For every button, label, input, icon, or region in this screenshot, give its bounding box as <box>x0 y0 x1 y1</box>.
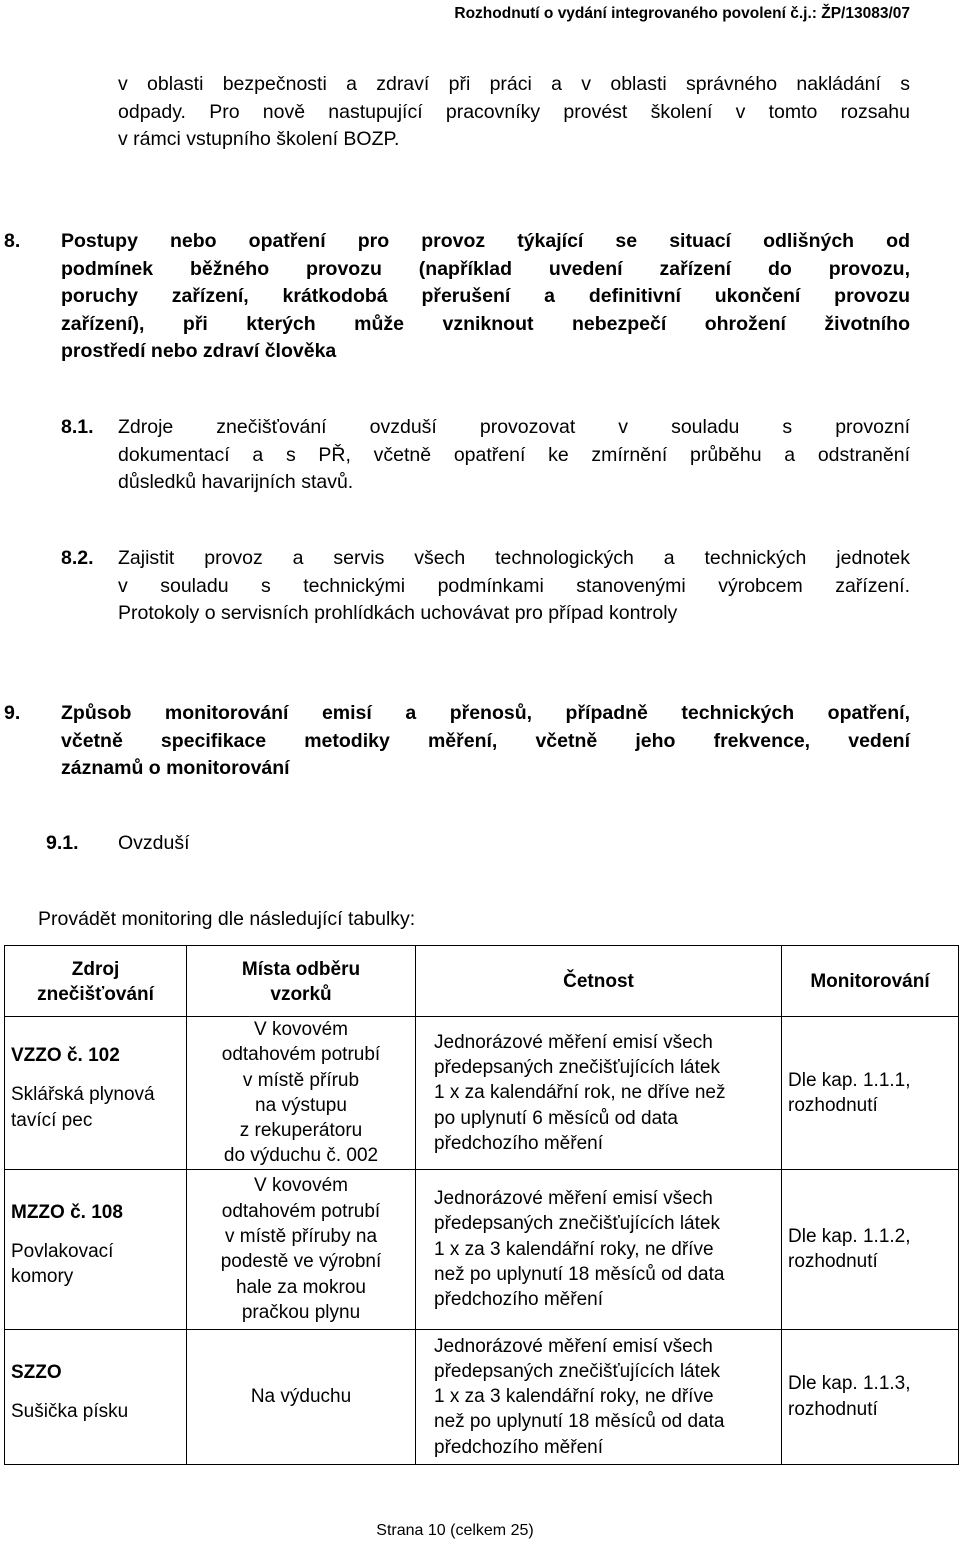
section-8-number: 8. <box>4 230 21 252</box>
section-8-title-line: poruchy zařízení, krátkodobá přerušení a definitivní ukončení provozu <box>61 285 910 307</box>
section-9-title-line: Způsob monitorování emisí a přenosů, případně technických opatření, <box>61 702 910 724</box>
frequency-line: předepsaných znečišťujících látek <box>434 1213 720 1235</box>
header-place-line: vzorků <box>270 984 332 1005</box>
place-line: V kovovém <box>254 1019 348 1040</box>
section-8-title-line: prostředí nebo zdraví člověka <box>61 340 337 362</box>
source-code: VZZO č. 102 <box>11 1045 120 1066</box>
table-row <box>5 1169 959 1329</box>
section-8-title <box>61 228 910 366</box>
monitoring-line: Dle kap. 1.1.1, <box>788 1069 911 1091</box>
item-8-1-line: důsledků havarijních stavů. <box>118 471 354 493</box>
source-name <box>11 1239 180 1290</box>
intro-line: odpady. Pro nově nastupující pracovníky provést školení v tomto rozsahu <box>118 100 910 123</box>
place-line: V kovovém <box>254 1175 348 1197</box>
frequency-line: po uplynutí 6 měsíců od data <box>434 1107 678 1129</box>
place-line: podestě ve výrobní <box>220 1251 382 1273</box>
item-8-2-number: 8.2. <box>61 547 94 569</box>
item-8-1-line: dokumentací a s PŘ, včetně opatření ke zmírnění průběhu a odstranění <box>118 443 910 466</box>
frequency-line: než po uplynutí 18 měsíců od data <box>434 1411 725 1433</box>
frequency-line: předepsaných znečišťujících látek <box>434 1056 720 1078</box>
source-code: MZZO č. 108 <box>11 1201 123 1223</box>
place-line: v místě přírub <box>242 1069 360 1091</box>
table-intro: Provádět monitoring dle následující tabulky: <box>38 908 416 930</box>
source-cell <box>5 1017 187 1170</box>
section-8-title-line: Postupy nebo opatření pro provoz týkající se situací odlišných od <box>61 230 910 252</box>
header-source-line: znečišťování <box>37 984 154 1005</box>
document-reference-header: Rozhodnutí o vydání integrovaného povolení č.j.: ŽP/13083/07 <box>454 5 910 22</box>
item-8-1-number: 8.1. <box>61 416 94 438</box>
frequency-cell <box>416 1017 782 1170</box>
source-cell <box>5 1329 187 1464</box>
source-name-line: Sušička písku <box>11 1401 129 1423</box>
item-8-1-text <box>118 414 910 497</box>
frequency-cell <box>416 1169 782 1329</box>
place-line: Na výduchu <box>250 1386 352 1408</box>
frequency-line: 1 x za 3 kalendářní roky, ne dříve <box>434 1386 714 1408</box>
place-line: odtahovém potrubí <box>221 1044 381 1066</box>
place-line: do výduchu č. 002 <box>223 1145 379 1167</box>
frequency-line: 1 x za kalendářní rok, ne dříve než <box>434 1082 726 1104</box>
header-source-line: Zdroj <box>71 958 120 980</box>
monitoring-table <box>4 945 959 1465</box>
section-9-title <box>61 700 910 783</box>
place-cell <box>187 1329 416 1464</box>
frequency-line: předchozího měření <box>434 1289 603 1311</box>
header-frequency: Četnost <box>416 946 782 1017</box>
item-8-2-line: Protokoly o servisních prohlídkách uchovávat pro případ kontroly <box>118 602 678 624</box>
source-name-line: tavící pec <box>11 1109 93 1131</box>
intro-line: v rámci vstupního školení BOZP. <box>118 128 400 150</box>
source-name <box>11 1399 180 1424</box>
place-line: z rekuperátoru <box>239 1120 363 1142</box>
item-8-2-text <box>118 545 910 628</box>
header-source <box>5 946 187 1017</box>
intro-paragraph <box>118 71 910 154</box>
source-code: SZZO <box>11 1361 62 1383</box>
source-name-line: Sklářská plynová <box>11 1084 155 1106</box>
monitoring-cell <box>782 1169 959 1329</box>
table-row <box>5 1329 959 1464</box>
place-line: pračkou plynu <box>241 1301 361 1323</box>
header-place <box>187 946 416 1017</box>
frequency-line: Jednorázové měření emisí všech <box>434 1031 713 1053</box>
section-8-title-line: zařízení), při kterých může vzniknout nebezpečí ohrožení životního <box>61 312 910 335</box>
monitoring-cell <box>782 1329 959 1464</box>
item-8-1-line: Zdroje znečišťování ovzduší provozovat v souladu s provozní <box>118 416 910 438</box>
source-cell <box>5 1169 187 1329</box>
frequency-line: 1 x za 3 kalendářní roky, ne dříve <box>434 1238 714 1260</box>
frequency-line: předchozího měření <box>434 1132 603 1154</box>
section-9-title-line: včetně specifikace metodiky měření, včetně jeho frekvence, vedení <box>61 729 910 752</box>
subsection-9-1-title: Ovzduší <box>118 832 190 854</box>
page-number-footer: Strana 10 (celkem 25) <box>376 1522 534 1539</box>
place-cell <box>187 1169 416 1329</box>
section-9-title-line: záznamů o monitorování <box>61 757 290 779</box>
table-row <box>5 1017 959 1170</box>
source-name-line: komory <box>11 1266 74 1288</box>
header-monitoring: Monitorování <box>782 946 959 1017</box>
place-line: odtahovém potrubí <box>221 1200 381 1222</box>
header-place-line: Místa odběru <box>241 958 361 980</box>
subsection-9-1-number: 9.1. <box>46 832 79 854</box>
intro-line: v oblasti bezpečnosti a zdraví při práci a v oblasti správného nakládání s <box>118 73 910 95</box>
place-cell <box>187 1017 416 1170</box>
frequency-line: než po uplynutí 18 měsíců od data <box>434 1263 725 1285</box>
item-8-2-line: Zajistit provoz a servis všech technologických a technických jednotek <box>118 547 910 569</box>
place-line: v místě příruby na <box>224 1225 378 1247</box>
item-8-2-line: v souladu s technickými podmínkami stanovenými výrobcem zařízení. <box>118 574 910 597</box>
monitoring-line: rozhodnutí <box>788 1398 878 1420</box>
source-name-line: Povlakovací <box>11 1241 114 1263</box>
section-9-number: 9. <box>4 702 21 724</box>
monitoring-line: rozhodnutí <box>788 1094 878 1116</box>
frequency-line: předchozího měření <box>434 1436 603 1458</box>
frequency-line: Jednorázové měření emisí všech <box>434 1188 713 1210</box>
place-line: na výstupu <box>255 1094 347 1116</box>
monitoring-line: Dle kap. 1.1.2, <box>788 1225 911 1247</box>
frequency-line: předepsaných znečišťujících látek <box>434 1360 720 1382</box>
monitoring-line: rozhodnutí <box>788 1251 878 1273</box>
monitoring-line: Dle kap. 1.1.3, <box>788 1373 911 1395</box>
frequency-line: Jednorázové měření emisí všech <box>434 1335 713 1357</box>
source-name <box>11 1082 180 1133</box>
section-8-title-line: podmínek běžného provozu (například uvedení zařízení do provozu, <box>61 257 910 280</box>
frequency-cell <box>416 1329 782 1464</box>
place-line: hale za mokrou <box>236 1276 366 1298</box>
table-header-row <box>5 946 959 1017</box>
monitoring-cell <box>782 1017 959 1170</box>
